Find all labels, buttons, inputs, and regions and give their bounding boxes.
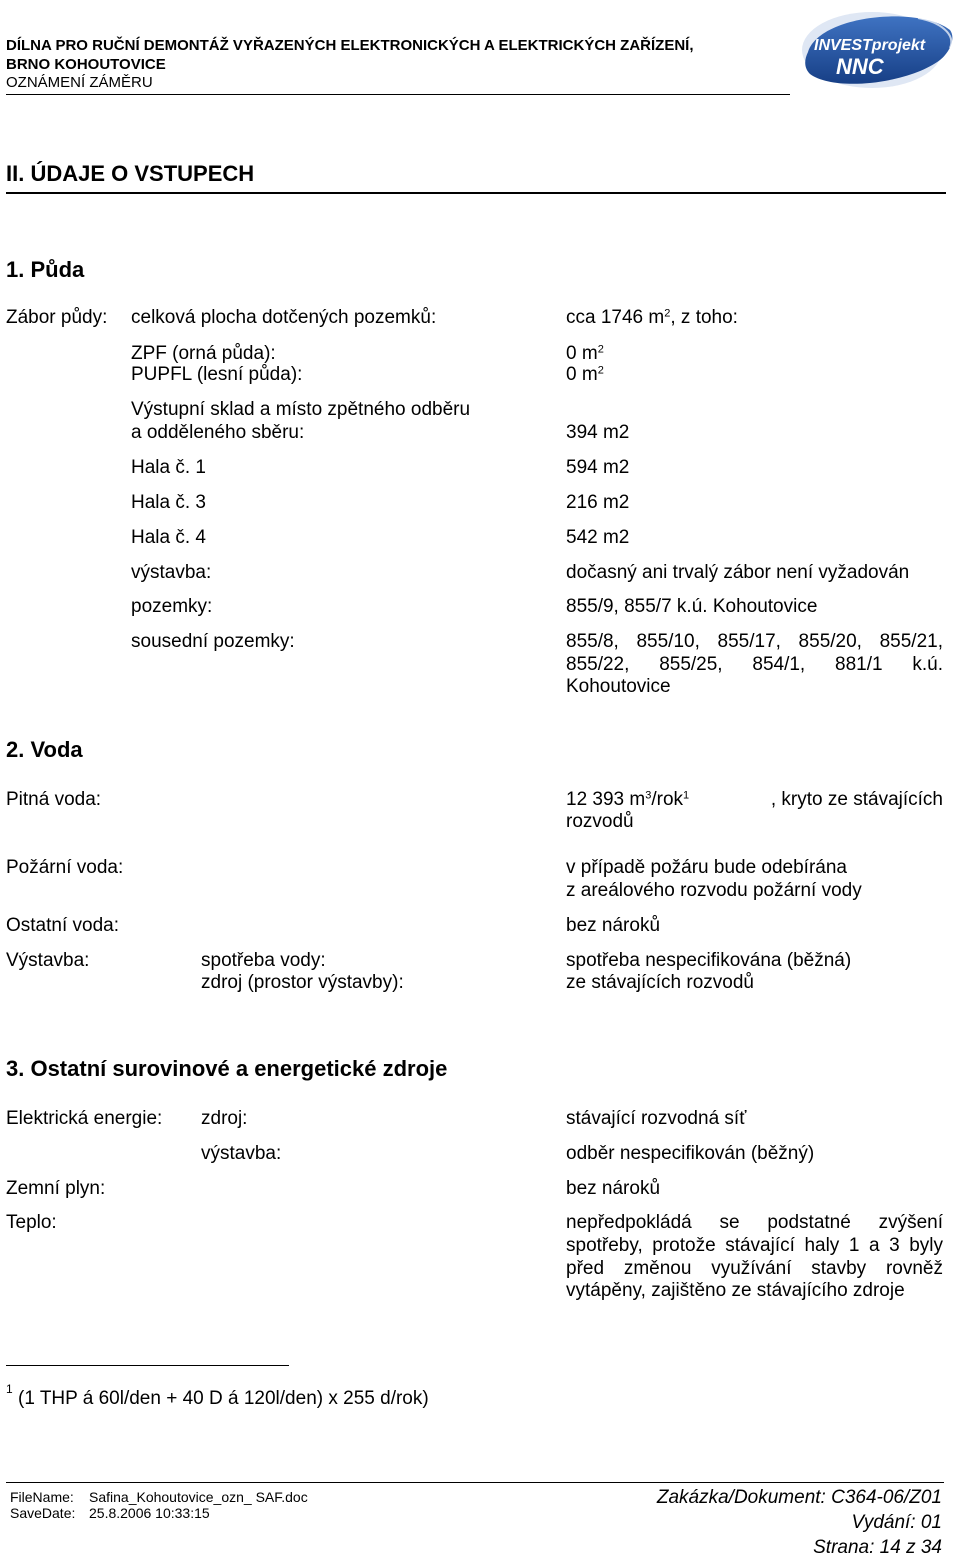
section-title: II. ÚDAJE O VSTUPECH [6, 161, 255, 186]
pozarni-value-line2: z areálového rozvodu požární vody [566, 880, 862, 901]
elektro-label: Elektrická energie: [6, 1108, 163, 1129]
total-area-value: cca 1746 $m^2$, z toho: [566, 307, 738, 328]
heading-voda: 2. Voda [6, 737, 83, 762]
header-location: BRNO KOHOUTOVICE [6, 56, 166, 73]
hala1-label: Hala č. 1 [131, 457, 206, 478]
footnote-rule [6, 1365, 289, 1366]
footer-zakazka: Zakázka/Dokument: C364-06/Z01 [656, 1487, 942, 1508]
footer-rule [6, 1482, 944, 1483]
teplo-label: Teplo: [6, 1212, 57, 1233]
footer-filename-value: Safina_Kohoutovice_ozn_ SAF.doc [89, 1489, 308, 1505]
footer-vydani: Vydání: 01 [851, 1512, 942, 1533]
spotreba-value: spotřeba nespecifikována (běžná) [566, 950, 852, 971]
heading-puda: 1. Půda [6, 257, 85, 282]
zabor-label: Zábor půdy: [6, 307, 108, 328]
sousedni-value-line2: 855/22, 855/25, 854/1, 881/1 k.ú. [566, 654, 943, 675]
pitna-value-line1: 12 393 $m^3/rok^1$ , kryto ze stávajících [566, 789, 943, 810]
footer-filename-label: FileName: [10, 1489, 74, 1505]
elektro-zdroj-label: zdroj: [201, 1108, 248, 1129]
sousedni-value-line3: Kohoutovice [566, 676, 671, 697]
elektro-vystavba-label: výstavba: [201, 1143, 282, 1164]
pupfl-label: PUPFL (lesní půda): [131, 364, 303, 385]
ostatni-label: Ostatní voda: [6, 915, 120, 936]
logo-text-nnc: NNC [836, 54, 884, 79]
header-document-type: OZNÁMENÍ ZÁMĚRU [6, 74, 153, 91]
pitna-value-line2: rozvodů [566, 811, 634, 832]
sousedni-value-line1: 855/8, 855/10, 855/17, 855/20, 855/21, [566, 631, 943, 652]
heading-zdroje: 3. Ostatní surovinové a energetické zdroje [6, 1056, 448, 1081]
teplo-value-line2: spotřeby, protože stávající haly 1 a 3 byly [566, 1235, 943, 1256]
teplo-value-line4: vytápěny, zajištěno ze stávajícího zdroje [566, 1280, 905, 1301]
logo-text-investprojekt: INVESTprojekt [814, 37, 926, 54]
pozemky-label: pozemky: [131, 596, 213, 617]
pitna-label: Pitná voda: [6, 789, 102, 810]
zpf-value: 0 $m^2$ [566, 343, 604, 364]
pozarni-label: Požární voda: [6, 857, 124, 878]
header-project-title: DÍLNA PRO RUČNÍ DEMONTÁŽ VYŘAZENÝCH ELEKTRONICKÝCH A ELEKTRICKÝCH ZAŘÍZENÍ, [6, 37, 694, 54]
footer-savedate-value: 25.8.2006 10:33:15 [89, 1505, 210, 1521]
hala4-label: Hala č. 4 [131, 527, 206, 548]
zdroj-label: zdroj (prostor výstavby): [201, 972, 404, 993]
hala3-value: 216 m2 [566, 492, 630, 513]
investprojekt-nnc-logo [800, 8, 956, 92]
hala4-value: 542 m2 [566, 527, 630, 548]
plyn-value: bez nároků [566, 1178, 661, 1199]
section-title-rule [6, 192, 946, 194]
hala1-value: 594 m2 [566, 457, 630, 478]
footnote-mark: 1 [6, 1382, 13, 1396]
teplo-value-line3: před změnou využívání stavby rovněž [566, 1258, 943, 1279]
elektro-vystavba-value: odběr nespecifikován (běžný) [566, 1143, 815, 1164]
elektro-zdroj-value: stávající rozvodná síť [566, 1108, 747, 1129]
footer-strana: Strana: 14 z 34 [813, 1537, 942, 1558]
voda-vystavba-label: Výstavba: [6, 950, 90, 971]
spotreba-label: spotřeba vody: [201, 950, 326, 971]
sklad-label-line2: a odděleného sběru: [131, 422, 305, 443]
ostatni-value: bez nároků [566, 915, 661, 936]
zpf-label: ZPF (orná půda): [131, 343, 276, 364]
header-rule [6, 94, 790, 95]
zdroj-value: ze stávajících rozvodů [566, 972, 754, 993]
hala3-label: Hala č. 3 [131, 492, 206, 513]
plyn-label: Zemní plyn: [6, 1178, 106, 1199]
vystavba-label: výstavba: [131, 562, 212, 583]
sklad-label-line1: Výstupní sklad a místo zpětného odběru [131, 399, 471, 420]
footer-savedate-label: SaveDate: [10, 1505, 76, 1521]
logo-graphic [800, 8, 956, 92]
footnote-text: (1 THP á 60l/den + 40 D á 120l/den) x 255 d/rok) [18, 1388, 429, 1409]
pozarni-value-line1: v případě požáru bude odebírána [566, 857, 847, 878]
total-area-label: celková plocha dotčených pozemků: [131, 307, 437, 328]
pupfl-value: 0 $m^2$ [566, 364, 604, 385]
vystavba-value: dočasný ani trvalý zábor není vyžadován [566, 562, 910, 583]
sklad-value: 394 m2 [566, 422, 630, 443]
sousedni-label: sousední pozemky: [131, 631, 295, 652]
teplo-value-line1: nepředpokládá se podstatné zvýšení [566, 1212, 943, 1233]
pozemky-value: 855/9, 855/7 k.ú. Kohoutovice [566, 596, 818, 617]
